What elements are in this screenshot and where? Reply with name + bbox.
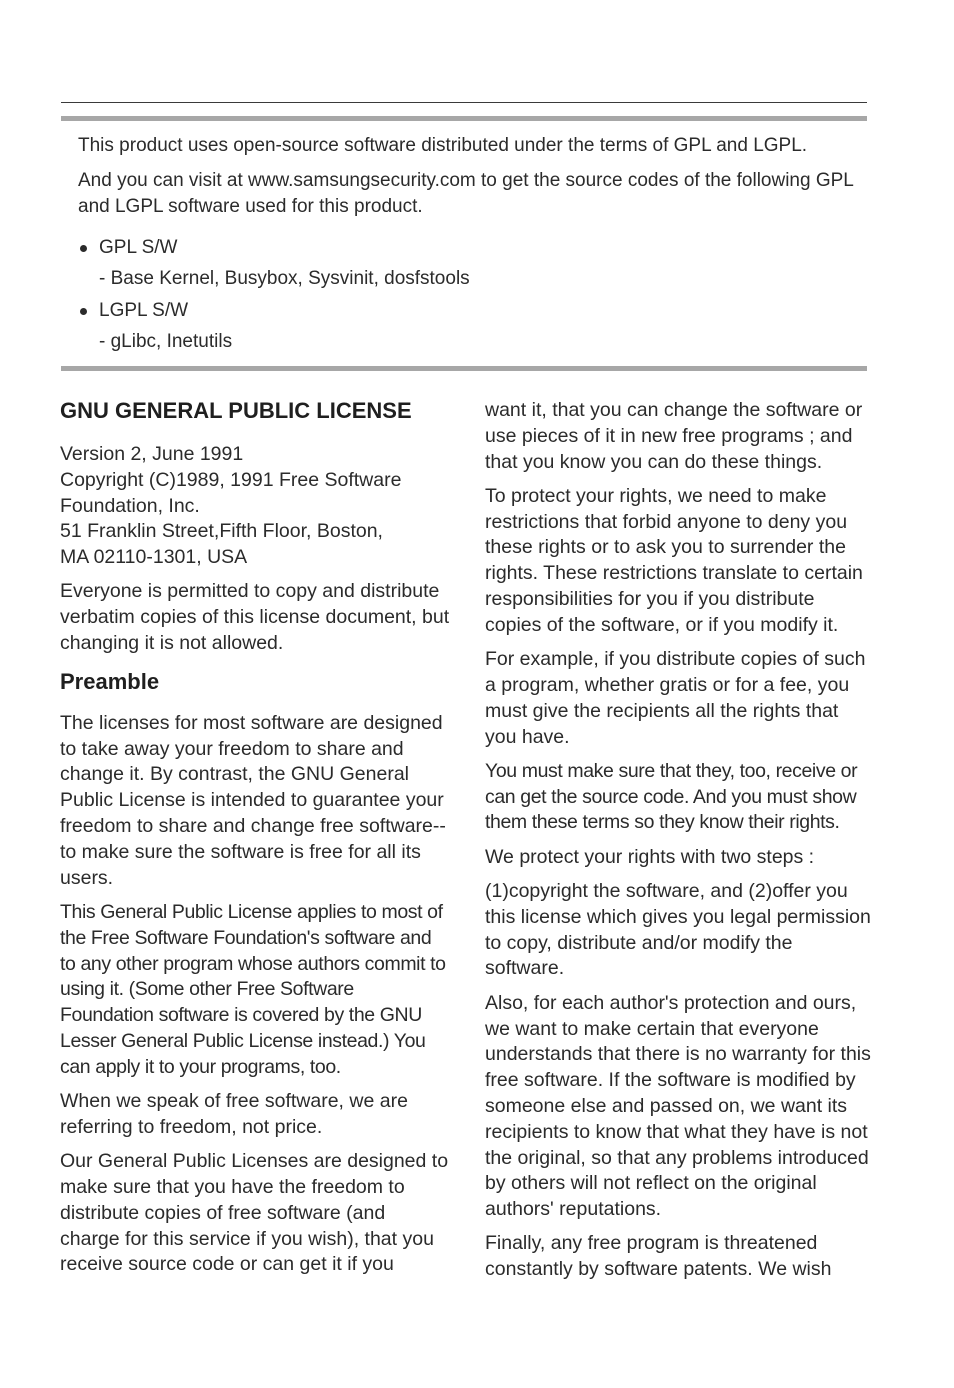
notice-bottom-rule	[61, 366, 867, 371]
lgpl-software-list: - gLibc, Inetutils	[99, 331, 233, 352]
preamble-paragraph: Our General Public Licenses are designed to make sure that you have the freedom to distribute copies of free software (and charge for this service if you wish), that you receive source code or can get it if you	[60, 1150, 449, 1276]
preamble-paragraph: To protect your rights, we need to make restrictions that forbid anyone to deny you these rights or to ask you to surrender the rights. These restrictions translate to certain responsibilities for you if you distribute copies of the software, or if you modify it.	[485, 484, 863, 636]
copyright-line-1: Copyright (C)1989, 1991 Free Software	[60, 468, 402, 491]
license-header-info	[60, 442, 450, 571]
address-line-1: 51 Franklin Street,Fifth Floor, Boston,	[60, 520, 383, 543]
preamble-paragraph: Finally, any free program is threatened constantly by software patents. We wish	[485, 1232, 832, 1281]
preamble-heading: Preamble	[60, 668, 160, 694]
preamble-paragraph: You must make sure that they, too, receive or can get the source code. And you must show them these terms so they know their rights.	[485, 759, 858, 834]
header-rule	[61, 102, 867, 103]
preamble-paragraph: Also, for each author's protection and ours, we want to make certain that everyone understands that there is no warranty for this free software. If the software is modified by someone else and passed on, we want its recipients to know that what they have is not the original, so that any problems introduced by others will not reflect on the original authors' reputations.	[485, 991, 871, 1221]
license-title: GNU GENERAL PUBLIC LICENSE	[60, 398, 412, 423]
preamble-paragraph: (1)copyright the software, and (2)offer you this license which gives you legal permission to copy, distribute and/or modify the software.	[485, 880, 871, 980]
notice-source-info: And you can visit at www.samsungsecurity.com to get the source codes of the following GPL and LGPL software used for this product.	[78, 170, 854, 217]
left-column	[60, 396, 450, 1287]
right-column	[485, 398, 875, 1292]
license-version: Version 2, June 1991	[60, 443, 244, 465]
notice-intro: This product uses open-source software distributed under the terms of GPL and LGPL.	[78, 135, 808, 156]
gpl-bullet: GPL S/W	[78, 235, 868, 261]
preamble-paragraph: This General Public License applies to most of the Free Software Foundation's software and to any other program whose authors commit to using it. (Some other Free Software Foundation software is covered by the GNU Lesser General Public License instead.) You can apply it to your programs, too.	[60, 900, 446, 1078]
lgpl-bullet: LGPL S/W	[78, 298, 868, 324]
notice-top-rule	[61, 116, 867, 121]
preamble-paragraph: We protect your rights with two steps :	[485, 845, 815, 868]
preamble-paragraph: The licenses for most software are designed to take away your freedom to share and change it. By contrast, the GNU General Public License is intended to guarantee your freedom to share and change free software-- to make sure the software is free for all its users.	[60, 711, 446, 889]
copyright-line-2: Foundation, Inc.	[60, 494, 200, 517]
open-source-notice	[78, 133, 868, 355]
gpl-software-list: - Base Kernel, Busybox, Sysvinit, dosfstools	[99, 268, 470, 289]
preamble-paragraph: want it, that you can change the software or use pieces of it in new free programs ; and that you know you can do these things.	[485, 399, 863, 473]
preamble-paragraph: For example, if you distribute copies of such a program, whether gratis or for a fee, you must give the recipients all the rights that you have.	[485, 648, 866, 748]
address-line-2: MA 02110-1301, USA	[60, 546, 248, 569]
preamble-paragraph: When we speak of free software, we are referring to freedom, not price.	[60, 1090, 408, 1138]
permission-statement: Everyone is permitted to copy and distribute verbatim copies of this license document, but changing it is not allowed.	[60, 580, 450, 655]
